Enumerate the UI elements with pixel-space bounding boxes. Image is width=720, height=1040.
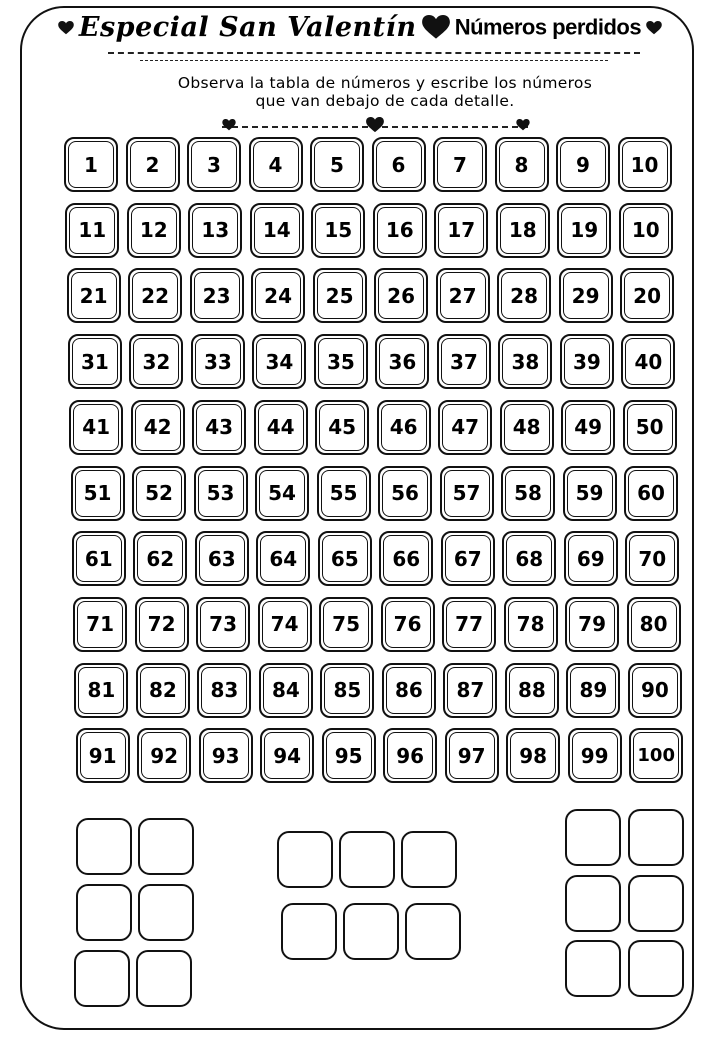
number-cell: 37 [437, 334, 491, 389]
number-cell: 51 [71, 466, 125, 521]
instructions-text [0, 74, 720, 110]
number-cell: 20 [620, 268, 674, 323]
number-cell: 67 [441, 531, 495, 586]
answer-box[interactable] [76, 884, 132, 941]
number-cell: 52 [132, 466, 186, 521]
number-cell: 88 [505, 663, 559, 718]
answer-box[interactable] [281, 903, 337, 960]
answer-box[interactable] [565, 875, 621, 932]
small-heart-icon [222, 119, 236, 131]
number-cell: 94 [260, 728, 314, 783]
number-cell: 75 [319, 597, 373, 652]
number-cell: 24 [251, 268, 305, 323]
number-cell: 62 [133, 531, 187, 586]
number-cell: 41 [69, 400, 123, 455]
answer-box[interactable] [76, 818, 132, 875]
title-especial-san-valentin: Especial San Valentín [78, 12, 417, 43]
number-cell: 89 [566, 663, 620, 718]
number-cell: 12 [127, 203, 181, 258]
header-divider [108, 52, 640, 54]
number-cell: 50 [623, 400, 677, 455]
number-cell: 21 [67, 268, 121, 323]
number-cell: 70 [625, 531, 679, 586]
number-cell: 5 [310, 137, 364, 192]
number-cell: 82 [136, 663, 190, 718]
number-cell: 11 [65, 203, 119, 258]
number-cell: 39 [560, 334, 614, 389]
number-cell: 66 [379, 531, 433, 586]
number-cell: 93 [199, 728, 253, 783]
number-cell: 15 [311, 203, 365, 258]
number-cell: 69 [564, 531, 618, 586]
answer-box[interactable] [343, 903, 399, 960]
worksheet-header [0, 12, 720, 52]
heart-icon [422, 15, 450, 40]
heart-icon [366, 117, 384, 133]
number-cell: 86 [382, 663, 436, 718]
number-cell: 80 [627, 597, 681, 652]
answer-box[interactable] [138, 818, 194, 875]
answer-box[interactable] [628, 940, 684, 997]
number-cell: 59 [563, 466, 617, 521]
number-cell: 43 [192, 400, 246, 455]
number-cell: 17 [434, 203, 488, 258]
number-cell: 91 [76, 728, 130, 783]
answer-box[interactable] [138, 884, 194, 941]
number-cell: 72 [135, 597, 189, 652]
number-cell: 78 [504, 597, 558, 652]
number-cell: 7 [433, 137, 487, 192]
number-cell: 77 [442, 597, 496, 652]
number-cell: 13 [188, 203, 242, 258]
number-cell: 57 [440, 466, 494, 521]
number-cell: 95 [322, 728, 376, 783]
number-cell: 96 [383, 728, 437, 783]
number-cell: 31 [68, 334, 122, 389]
number-cell: 90 [628, 663, 682, 718]
number-cell: 22 [128, 268, 182, 323]
number-cell: 74 [258, 597, 312, 652]
small-heart-icon [58, 21, 74, 35]
number-cell: 83 [197, 663, 251, 718]
answer-box[interactable] [565, 940, 621, 997]
answer-box[interactable] [565, 809, 621, 866]
number-cell: 97 [445, 728, 499, 783]
number-cell: 48 [500, 400, 554, 455]
number-cell: 18 [496, 203, 550, 258]
number-cell: 4 [249, 137, 303, 192]
number-cell: 34 [252, 334, 306, 389]
number-cell: 9 [556, 137, 610, 192]
number-cell: 1 [64, 137, 118, 192]
number-cell: 87 [443, 663, 497, 718]
title-numeros-perdidos: Números perdidos [454, 14, 642, 40]
number-cell: 68 [502, 531, 556, 586]
number-cell: 40 [621, 334, 675, 389]
number-cell: 85 [320, 663, 374, 718]
number-cell: 47 [438, 400, 492, 455]
number-cell: 14 [250, 203, 304, 258]
answer-box[interactable] [74, 950, 130, 1007]
answer-box[interactable] [628, 875, 684, 932]
number-cell: 32 [129, 334, 183, 389]
number-cell: 60 [624, 466, 678, 521]
answer-box[interactable] [401, 831, 457, 888]
number-cell: 38 [498, 334, 552, 389]
number-cell: 100 [629, 728, 683, 783]
number-cell: 76 [381, 597, 435, 652]
number-cell: 8 [495, 137, 549, 192]
number-cell: 19 [557, 203, 611, 258]
number-cell: 10 [618, 137, 672, 192]
number-cell: 46 [377, 400, 431, 455]
number-cell: 79 [565, 597, 619, 652]
number-cell: 55 [317, 466, 371, 521]
number-cell: 42 [131, 400, 185, 455]
number-cell: 33 [191, 334, 245, 389]
number-cell: 81 [74, 663, 128, 718]
number-cell: 6 [372, 137, 426, 192]
small-heart-icon [516, 119, 530, 131]
number-cell: 28 [497, 268, 551, 323]
instructions-line-1: Observa la tabla de números y escribe los números [177, 74, 593, 92]
number-cell: 10 [619, 203, 673, 258]
instructions-line-2: que van debajo de cada detalle. [255, 92, 515, 110]
number-cell: 65 [318, 531, 372, 586]
number-cell: 27 [436, 268, 490, 323]
number-cell: 36 [375, 334, 429, 389]
number-cell: 25 [313, 268, 367, 323]
number-cell: 35 [314, 334, 368, 389]
answer-box[interactable] [628, 809, 684, 866]
number-cell: 54 [255, 466, 309, 521]
number-cell: 3 [187, 137, 241, 192]
number-cell: 2 [126, 137, 180, 192]
answer-box[interactable] [339, 831, 395, 888]
number-cell: 92 [137, 728, 191, 783]
answer-box[interactable] [277, 831, 333, 888]
number-cell: 53 [194, 466, 248, 521]
number-cell: 71 [73, 597, 127, 652]
small-heart-icon [646, 21, 662, 35]
number-cell: 84 [259, 663, 313, 718]
number-cell: 73 [196, 597, 250, 652]
answer-box[interactable] [405, 903, 461, 960]
number-cell: 49 [561, 400, 615, 455]
number-cell: 56 [378, 466, 432, 521]
number-cell: 44 [254, 400, 308, 455]
number-cell: 61 [72, 531, 126, 586]
number-cell: 99 [568, 728, 622, 783]
number-cell: 58 [501, 466, 555, 521]
number-cell: 29 [559, 268, 613, 323]
number-cell: 23 [190, 268, 244, 323]
number-cell: 26 [374, 268, 428, 323]
number-cell: 45 [315, 400, 369, 455]
header-divider-lower [140, 60, 608, 61]
answer-box[interactable] [136, 950, 192, 1007]
number-cell: 98 [506, 728, 560, 783]
number-cell: 64 [256, 531, 310, 586]
number-cell: 16 [373, 203, 427, 258]
number-cell: 63 [195, 531, 249, 586]
